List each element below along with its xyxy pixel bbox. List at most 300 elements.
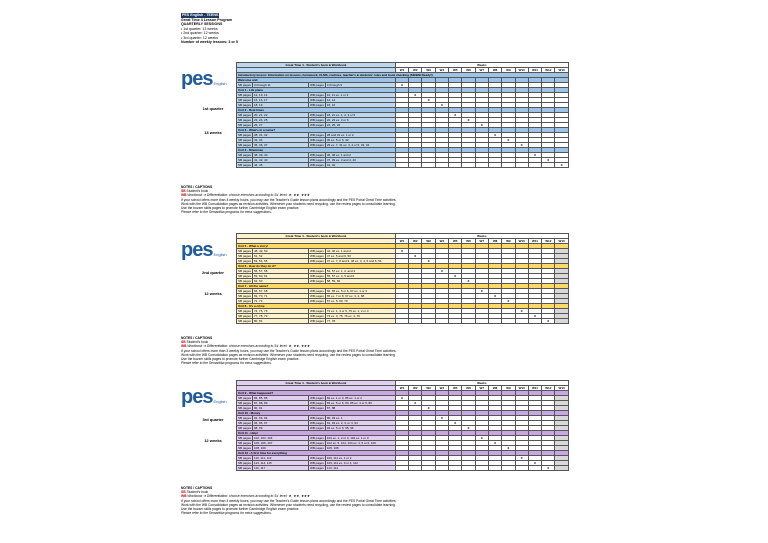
week-cell: X (475, 123, 488, 128)
unit-title: Unit 6 - How do they do it? (237, 264, 396, 269)
wb-label: WB pages (310, 461, 324, 465)
sb-label: SB pages (238, 269, 252, 273)
week-cell: X (502, 299, 515, 304)
sb-pages: 41, 42, 43 (253, 158, 309, 163)
document-header (181, 13, 238, 45)
unit-title: Unit 7 - All the same? (237, 284, 396, 289)
wb-label: WB pages (310, 401, 324, 405)
sb-pages: 69, 70, 71 (253, 294, 309, 299)
note-line: Please refer to the Semantika programs for extra suggestions. (181, 210, 272, 215)
week-cell (475, 163, 488, 168)
sb-pages: 72, 73 (253, 299, 309, 304)
week-cell (555, 319, 568, 324)
note-line: If your school offers more than 3 weekly hours, you may use the Teacher's Guide lesson plans accordingly and the PES Portal Great Time activities. (181, 197, 397, 202)
sb-pages: 90, 91 (253, 406, 309, 411)
wb-pages: 24, 25, 26 (325, 123, 395, 128)
week-header: W13 (555, 386, 568, 391)
sb-label: SB pages (238, 118, 252, 122)
sb-label: SB pages (238, 98, 252, 102)
table-title: Great Time 4 - Student's book & Workbook (237, 63, 396, 68)
sb-pages: 56, 57, 58 (253, 269, 309, 274)
wb-pages: 30 ex. 5 or 6, 32 (325, 138, 395, 143)
wb-label: WB pages (310, 456, 324, 460)
wb-pages: 15, 16 (325, 103, 395, 108)
sb-label: SB pages (238, 163, 252, 167)
wb-pages: 77, 78 (325, 319, 395, 324)
sb-pages: 62, 63 (253, 279, 309, 284)
wb-label: WB pages (310, 113, 324, 117)
sb-pages: 102, 103, 104 (253, 436, 309, 441)
wb-label: WB pages (310, 259, 324, 263)
week-cell (555, 466, 568, 471)
wb-pages: 102 ex. 5, 102, 104 ex. 4, 5 or 6, 106 (325, 441, 395, 446)
week-header: W8 (488, 239, 501, 244)
week-header: W6 (462, 68, 475, 73)
week-header: W1 (395, 68, 408, 73)
week-cell (488, 319, 501, 324)
sb-pages: 108, 109 (253, 446, 309, 451)
sb-label: SB pages (238, 279, 252, 283)
week-cell (409, 466, 422, 471)
wb-pages: 72 ex. 1, 3 or 5, 75 ex. 1, 2 or 3 (325, 309, 395, 314)
sb-label: SB pages (238, 441, 252, 445)
wb-label: WB pages (310, 118, 324, 122)
wb-pages: 55, 57 ex. 4, 5 and 6 (325, 274, 395, 279)
wb-pages: 83 ex. 5 or 6, 83, 85 ex. 3 or 5, 86 (325, 401, 395, 406)
weekly-lessons: Number of weekly lessons: 3 or 5 (181, 40, 238, 44)
week-cell (502, 466, 515, 471)
week-header: W1 (395, 239, 408, 244)
week-cell (395, 466, 408, 471)
week-cell: X (528, 314, 541, 319)
wb-pages: 36, 38 ex. 1 and 2 (325, 153, 395, 158)
sb-label: SB pages (238, 123, 252, 127)
wb-caption: WB Workbook ➜ Differentiation: choose exercises according to Ss' level: ★, ★★, ★★★ (181, 494, 310, 499)
unit-title: Unit 5 - What a story! (237, 244, 396, 249)
sb-pages: 84, 85, 86 (253, 396, 309, 401)
wb-pages: 37, 39 ex. 3 and 4, 40 (325, 158, 395, 163)
unit-title: Unit 1 - Life plans (237, 88, 396, 93)
week-header: W3 (422, 239, 435, 244)
wb-label: WB pages (310, 138, 324, 142)
wb-label: WB pages (310, 416, 324, 420)
week-header: W7 (475, 386, 488, 391)
week-cell: X (488, 133, 501, 138)
wb-pages: 92 ex. 5 or 6, 95, 96 (325, 426, 395, 431)
wb-label: WB pages (310, 441, 324, 445)
sb-pages: 66, 67, 68 (253, 289, 309, 294)
unit-title: Unit 3 - What's in a name? (237, 128, 396, 133)
logo-mark: pes (181, 68, 213, 90)
wb-label: WB pages (310, 289, 324, 293)
unit-title: Welcome unit (237, 78, 396, 83)
week-cell (462, 163, 475, 168)
table-row (237, 319, 569, 324)
wb-pages: 100 ex. 1, 2 or 3, 104 ex. 1 or 3 (325, 436, 395, 441)
week-cell: X (409, 93, 422, 98)
wb-pages: 18, 21 ex. 1, 2, 3 or 5 (325, 113, 395, 118)
sb-pages: 33, 34 (253, 138, 309, 143)
logo-sub: English (213, 252, 227, 257)
notes-title: NOTES / CAPTIONS (181, 185, 213, 189)
week-cell (435, 319, 448, 324)
wb-pages: 54, 57 ex. 1, 2, and 3 (325, 269, 395, 274)
week-header: W4 (435, 239, 448, 244)
week-cell (449, 319, 462, 324)
week-header: W7 (475, 239, 488, 244)
week-header: W8 (488, 68, 501, 73)
wb-pages: 87, 88 (325, 406, 395, 411)
week-header: W6 (462, 386, 475, 391)
wb-pages: 10, 11 ex. 1 or 3 (325, 93, 395, 98)
week-cell (435, 163, 448, 168)
sb-label: SB pages (238, 446, 252, 450)
note-line: Use the buzzer skills pages to promote further Cambridge English exam practice. (181, 357, 300, 362)
week-cell (502, 319, 515, 324)
sb-pages: 23, 24, 25 (253, 118, 309, 123)
week-header: W7 (475, 68, 488, 73)
week-cell: X (462, 426, 475, 431)
wb-pages: 44, 46 ex. 1 and 2 (325, 249, 395, 254)
note-line: Please refer to the Semantika programs for extra suggestions. (181, 361, 272, 366)
sb-pages: 48, 49, 50 (253, 249, 309, 254)
week-cell: X (449, 421, 462, 426)
week-cell: X (422, 259, 435, 264)
week-header: W2 (409, 386, 422, 391)
pes-logo (181, 70, 227, 88)
week-cell: X (422, 98, 435, 103)
week-cell: X (488, 294, 501, 299)
week-cell: X (528, 461, 541, 466)
notes-title: NOTES / CAPTIONS (181, 486, 213, 490)
weeks-header: Weeks (395, 234, 568, 239)
week-header: W11 (528, 239, 541, 244)
sb-label: SB pages (238, 113, 252, 117)
logo-sub: English (213, 81, 227, 86)
week-cell (422, 466, 435, 471)
sb-pages: 53, 54, 55 (253, 259, 309, 264)
lesson-table (236, 62, 569, 168)
note-line: Use the buzzer skills pages to promote further Cambridge English exam practice. (181, 206, 300, 211)
sb-label: SB pages (238, 133, 252, 137)
wb-label: WB pages (310, 254, 324, 258)
notes-captions (181, 185, 396, 214)
week-cell (488, 163, 501, 168)
week-cell (449, 163, 462, 168)
sb-pages: 113, 114, 115 (253, 461, 309, 466)
sb-label: SB pages (238, 254, 252, 258)
wb-label: WB pages (310, 436, 324, 440)
note-line: Work with the WB Consolidation pages as revision activities. Whenever your students need recycling, use the review pages to consolidate learning. (181, 502, 396, 507)
week-cell: X (542, 319, 555, 324)
sb-label: SB pages (238, 421, 252, 425)
sb-label: SB pages (238, 416, 252, 420)
week-header: W13 (555, 68, 568, 73)
sb-label: SB pages (238, 309, 252, 313)
week-header: W9 (502, 386, 515, 391)
note-line: Use the buzzer skills pages to promote further Cambridge English exam practice. (181, 507, 300, 512)
pes-logo (181, 241, 227, 259)
week-cell (528, 466, 541, 471)
sb-label: SB pages (238, 466, 252, 470)
sb-label: SB pages (238, 401, 252, 405)
sb-label: SB pages (238, 314, 252, 318)
wb-caption: WB Workbook ➜ Differentiation: choose exercises according to Ss' level: ★, ★★, ★★★ (181, 193, 310, 198)
quarter-label: 3rd quarter (202, 417, 224, 423)
note-line: If your school offers more than 3 weekly hours, you may use the Teacher's Guide lesson plans accordingly and the PES Portal Great Time activities. (181, 498, 397, 503)
week-header: W4 (435, 386, 448, 391)
note-line: If your school offers more than 3 weekly hours, you may use the Teacher's Guide lesson plans accordingly and the PES Portal Great Time activities. (181, 348, 397, 353)
week-header: W9 (502, 239, 515, 244)
wb-pages: 109, 111 ex. 3 or 4, 112 (325, 461, 395, 466)
week-cell (475, 319, 488, 324)
table-row (237, 466, 569, 471)
wb-pages: 29 ex. 7, 31 ex. 3, 4 or 5, 33, 34 (325, 143, 395, 148)
lesson-table (236, 380, 569, 471)
wb-pages: 60, 65 ex. 5 or 6, 67 ex. 1 or 3 (325, 289, 395, 294)
week-header: W11 (528, 386, 541, 391)
week-cell (422, 319, 435, 324)
wb-label: WB pages (310, 269, 324, 273)
wb-label: WB pages (310, 319, 324, 323)
sb-label: SB pages (238, 153, 252, 157)
week-cell (515, 466, 528, 471)
table-row (237, 163, 569, 168)
sb-label: SB pages (238, 259, 252, 263)
week-cell (395, 319, 408, 324)
wb-caption: WB Workbook ➜ Differentiation: choose exercises according to Ss' level: ★, ★★, ★★★ (181, 344, 310, 349)
wb-label: WB pages (310, 133, 324, 137)
logo-sub: English (213, 399, 227, 404)
wb-label: WB pages (310, 406, 324, 410)
wb-label: WB pages (310, 98, 324, 102)
week-header: W9 (502, 68, 515, 73)
sb-label: SB pages (238, 426, 252, 430)
week-cell: X (435, 269, 448, 274)
wb-pages: 28 and 31 ex. 1 or 2 (325, 133, 395, 138)
wb-label: WB pages (310, 314, 324, 318)
week-cell (409, 319, 422, 324)
sb-pages: 15, 16, 17 (253, 98, 309, 103)
sb-label: SB pages (238, 406, 252, 410)
sb-label: SB pages (238, 461, 252, 465)
sb-pages: 12, 13, 14 (253, 93, 309, 98)
sb-label: SB pages (238, 396, 252, 400)
unit-title: Unit 4 - Dilemmas (237, 148, 396, 153)
week-cell: X (462, 118, 475, 123)
wb-pages: 3 through 9 (325, 83, 395, 88)
sb-label: SB pages (238, 436, 252, 440)
sb-label: SB pages (238, 138, 252, 142)
logo-mark: pes (181, 386, 213, 408)
quarter-label: 2nd quarter (201, 270, 224, 276)
quarterly-heading: QUARTERLY SESSIONS (181, 22, 223, 26)
q3-info: • 3rd quarter: 12 weeks (181, 35, 219, 40)
pes-logo (181, 388, 227, 406)
wb-pages: 105, 108 (325, 446, 395, 451)
week-header: W1 (395, 386, 408, 391)
week-cell: X (502, 446, 515, 451)
q1-info: • 1st quarter: 13 weeks (181, 26, 218, 31)
wb-label: WB pages (310, 309, 324, 313)
wb-pages: 41, 42 (325, 163, 395, 168)
logo-mark: pes (181, 239, 213, 261)
sb-caption: SB Student's book (181, 340, 209, 345)
week-cell (515, 319, 528, 324)
sb-pages: 28, 31, 32 (253, 133, 309, 138)
week-cell (462, 319, 475, 324)
week-cell: X (462, 279, 475, 284)
wb-pages: 47 ex. 5 and 6, 50 (325, 254, 395, 259)
wb-label: WB pages (310, 279, 324, 283)
notes-title: NOTES / CAPTIONS (181, 336, 213, 340)
sb-pages: 116, 117 (253, 466, 309, 471)
week-cell (435, 466, 448, 471)
sb-pages: 51, 52 (253, 254, 309, 259)
wb-pages: 90, 93 ex. 1 (325, 416, 395, 421)
week-header: W4 (435, 68, 448, 73)
sb-pages: 110, 111, 112 (253, 456, 309, 461)
wb-label: WB pages (310, 93, 324, 97)
sb-label: SB pages (238, 93, 252, 97)
sb-pages: 3 through 11 (253, 83, 309, 88)
week-cell: X (409, 254, 422, 259)
wb-label: WB pages (310, 103, 324, 107)
sb-label: SB pages (238, 294, 252, 298)
sb-label: SB pages (238, 274, 252, 278)
wb-label: WB pages (310, 466, 324, 470)
week-cell: X (395, 249, 408, 254)
week-cell (395, 163, 408, 168)
week-cell (528, 319, 541, 324)
sb-pages: 44, 45 (253, 163, 309, 168)
q2-info: • 2nd quarter: 12 weeks (181, 31, 219, 35)
week-cell: X (488, 441, 501, 446)
wb-pages: 58, 59, 60 (325, 279, 395, 284)
wb-pages: 73 ex. 3, 75, 76 ex. 4, 76 (325, 314, 395, 319)
week-cell (488, 466, 501, 471)
unit-title: Unit 11 - Help! (237, 431, 396, 436)
week-header: W12 (542, 68, 555, 73)
week-cell: X (542, 158, 555, 163)
week-header: W10 (515, 386, 528, 391)
sb-pages: 77, 78, 79 (253, 314, 309, 319)
week-cell: X (435, 103, 448, 108)
sb-label: SB pages (238, 289, 252, 293)
unit-title: Unit 10 - Money (237, 411, 396, 416)
weeks-count: 12 weeks (204, 438, 222, 444)
week-cell (515, 163, 528, 168)
note-line: Please refer to the Semantika programs for extra suggestions. (181, 511, 272, 516)
sb-pages: 87, 88, 89 (253, 401, 309, 406)
sb-label: SB pages (238, 299, 252, 303)
wb-label: WB pages (310, 426, 324, 430)
unit-title: Unit 2 - Real times (237, 108, 396, 113)
week-cell: X (542, 466, 555, 471)
week-header: W6 (462, 239, 475, 244)
weeks-header: Weeks (395, 381, 568, 386)
unit-title: Unit 8 - It's a crime (237, 304, 396, 309)
sb-label: SB pages (238, 319, 252, 323)
wb-pages: 22, 23 ex. 3 or 6 (325, 118, 395, 123)
week-cell: X (409, 401, 422, 406)
week-cell (409, 163, 422, 168)
week-cell: X (449, 274, 462, 279)
wb-pages: 65 ex. 7 or 8, 67 ex. 3, 4, 68 (325, 294, 395, 299)
sb-pages: 20, 21, 22 (253, 113, 309, 118)
sb-pages: 18, 19 (253, 103, 309, 108)
table-title: Great Time 4 - Student's book & Workbook (237, 381, 396, 386)
unit-title: Unit 9 - What happened? (237, 391, 396, 396)
wb-label: WB pages (310, 299, 324, 303)
notes-captions (181, 336, 396, 365)
sb-pages: 74, 75, 76 (253, 309, 309, 314)
week-cell (502, 163, 515, 168)
wb-label: WB pages (310, 153, 324, 157)
sb-caption: SB Student's book (181, 189, 209, 194)
week-cell: X (515, 309, 528, 314)
week-cell: X (422, 406, 435, 411)
week-cell: X (475, 289, 488, 294)
table-title: Great Time 4 - Student's book & Workbook (237, 234, 396, 239)
sb-pages: 59, 60, 61 (253, 274, 309, 279)
wb-label: WB pages (310, 123, 324, 127)
wb-pages: 109, 111 ex. 1 or 2 (325, 456, 395, 461)
wb-label: WB pages (310, 421, 324, 425)
sb-pages: 98, 99 (253, 426, 309, 431)
wb-label: WB pages (310, 83, 324, 87)
week-header: W12 (542, 239, 555, 244)
week-header: W8 (488, 386, 501, 391)
week-header: W10 (515, 239, 528, 244)
week-cell (542, 163, 555, 168)
notes-captions (181, 486, 396, 515)
sb-pages: 80, 81 (253, 319, 309, 324)
sb-pages: 105, 106, 107 (253, 441, 309, 446)
week-cell (475, 466, 488, 471)
quarter-label: 1st quarter (202, 105, 224, 111)
weeks-count: 12 weeks (204, 291, 222, 297)
week-cell: X (515, 456, 528, 461)
week-header: W3 (422, 68, 435, 73)
wb-pages: 47 ex. 7, 8 and 9, 48 ex. 3, 4, 5 and 6, 51 (325, 259, 395, 264)
week-cell: X (395, 396, 408, 401)
sb-pages: 92, 93, 94 (253, 416, 309, 421)
sb-caption: SB Student's book (181, 490, 209, 495)
lesson-table (236, 233, 569, 324)
week-header: W5 (449, 68, 462, 73)
wb-label: WB pages (310, 143, 324, 147)
sb-label: SB pages (238, 83, 252, 87)
week-header: W10 (515, 68, 528, 73)
week-cell: X (502, 138, 515, 143)
note-line: Work with the WB Consolidation pages as revision activities. Whenever your students need recycling, use the review pages to consolidate learning. (181, 352, 396, 357)
week-cell (422, 163, 435, 168)
week-cell: X (528, 153, 541, 158)
sb-label: SB pages (238, 158, 252, 162)
week-header: W2 (409, 68, 422, 73)
weeks-header: Weeks (395, 63, 568, 68)
wb-pages: 91, 93 ex. 2, 3, or 4, 94 (325, 421, 395, 426)
wb-label: WB pages (310, 158, 324, 162)
wb-label: WB pages (310, 274, 324, 278)
sb-label: SB pages (238, 143, 252, 147)
program-title: Great Time 4 Lesson Program (181, 17, 233, 22)
wb-pages: 67 ex. 5, 69, 70 (325, 299, 395, 304)
sb-label: SB pages (238, 103, 252, 107)
week-cell (528, 163, 541, 168)
sb-pages: 35, 36, 37 (253, 143, 309, 148)
